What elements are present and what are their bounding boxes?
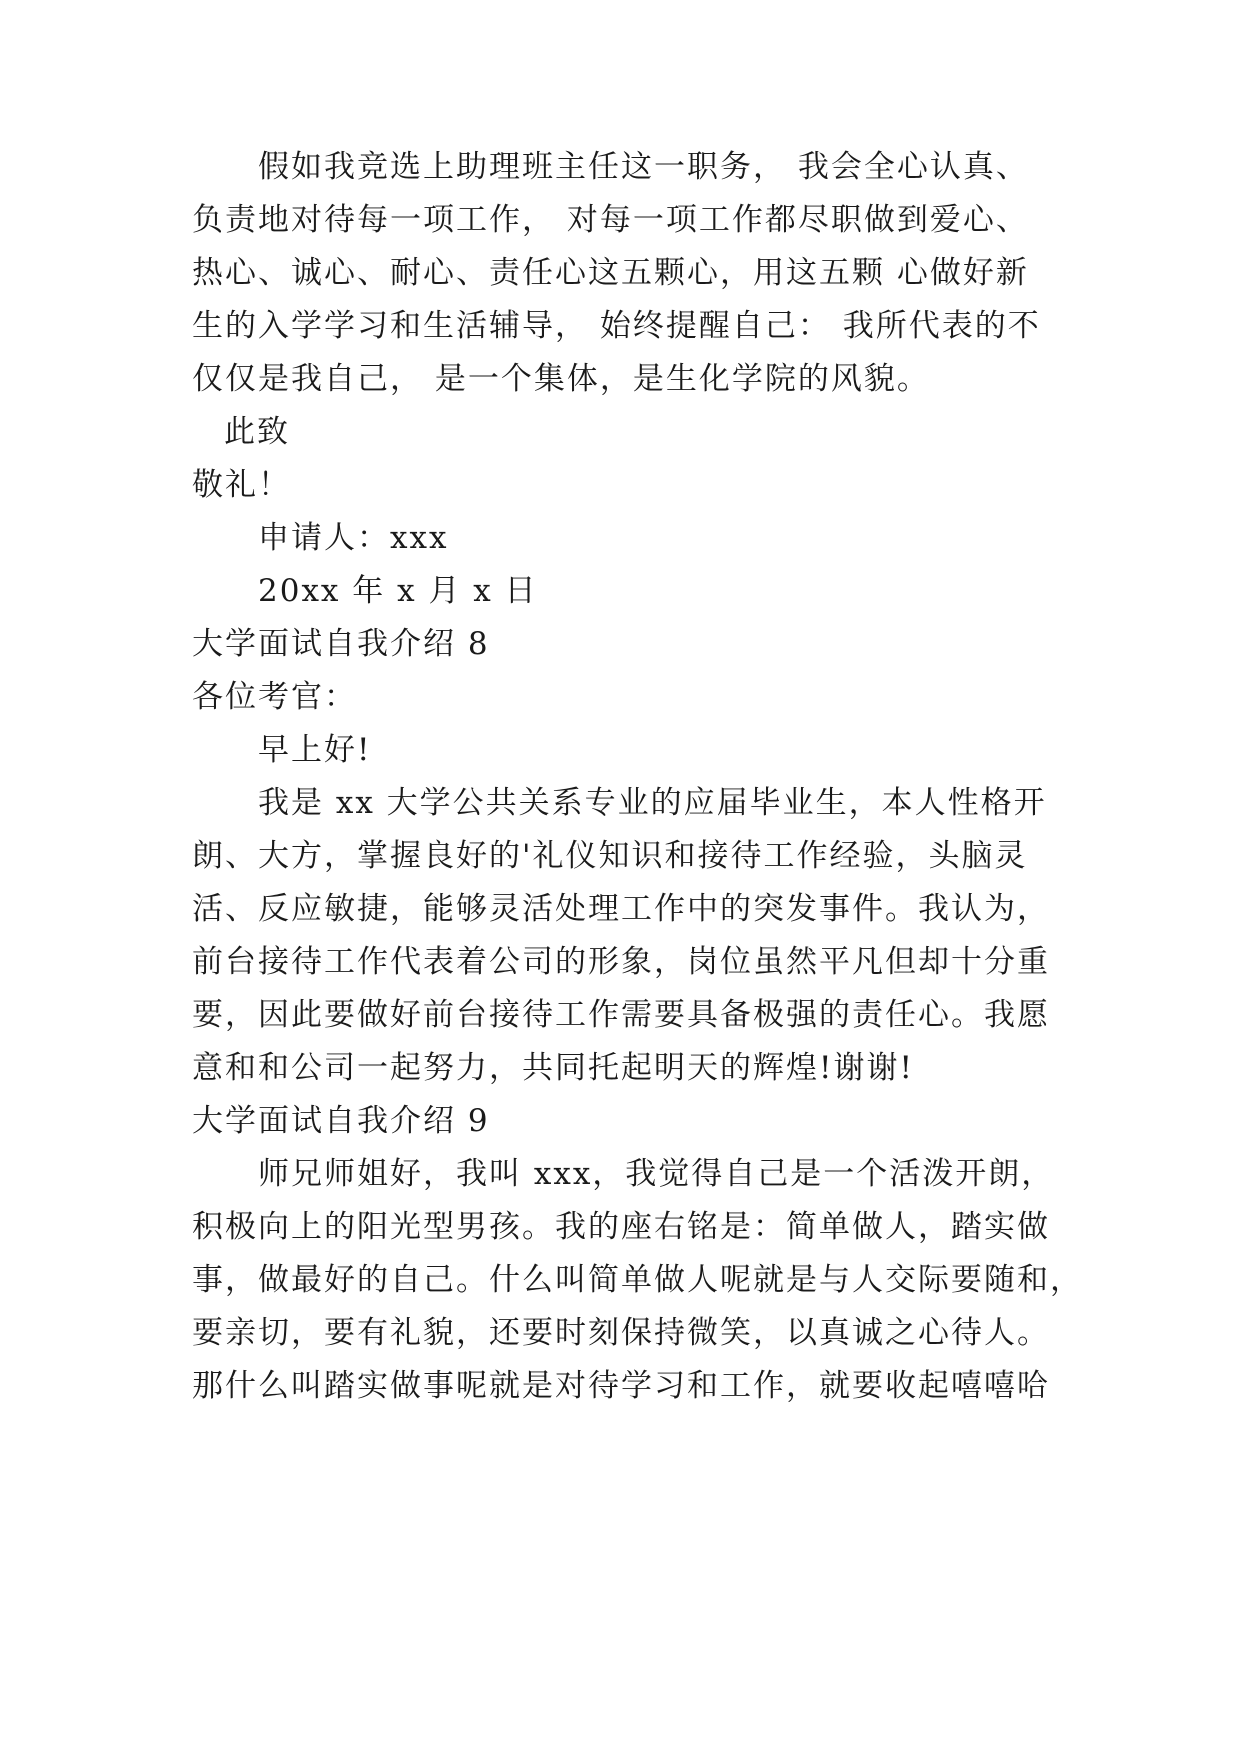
applicant-signature: 申请人：xxx (258, 520, 449, 556)
text-line: 前台接待工作代表着公司的形象，岗位虽然平凡但却十分重 (192, 944, 1050, 980)
text-line: 活、反应敏捷，能够灵活处理工作中的突发事件。我认为， (192, 891, 1050, 927)
text-line: 负责地对待每一项工作， 对每一项工作都尽职做到爱心、 (192, 202, 1029, 238)
greeting-line: 早上好! (258, 732, 372, 768)
text-line: 热心、诚心、耐心、责任心这五颗心，用这五颗 心做好新 (192, 255, 1029, 291)
text-line: 我是 xx 大学公共关系专业的应届毕业生，本人性格开 (258, 785, 1047, 821)
text-line: 要亲切，要有礼貌，还要时刻保持微笑，以真诚之心待人。 (192, 1315, 1050, 1351)
text-line: 意和和公司一起努力，共同托起明天的辉煌!谢谢! (192, 1050, 914, 1086)
greeting-line: 各位考官： (192, 679, 357, 715)
date-line: 20xx 年 x 月 x 日 (258, 573, 538, 609)
section-heading: 大学面试自我介绍 8 (192, 626, 490, 662)
closing-salutation: 此致 (224, 414, 290, 450)
section-heading: 大学面试自我介绍 9 (192, 1103, 490, 1139)
text-line: 生的入学学习和生活辅导， 始终提醒自己： 我所代表的不 (192, 308, 1041, 344)
text-line: 要，因此要做好前台接待工作需要具备极强的责任心。我愿 (192, 997, 1050, 1033)
text-line: 那什么叫踏实做事呢就是对待学习和工作，就要收起嘻嘻哈 (192, 1368, 1050, 1404)
text-line: 积极向上的阳光型男孩。我的座右铭是：简单做人，踏实做 (192, 1209, 1050, 1245)
closing-respect: 敬礼！ (192, 467, 291, 503)
text-line: 事，做最好的自己。什么叫简单做人呢就是与人交际要随和， (192, 1262, 1083, 1298)
text-line: 师兄师姐好，我叫 xxx，我觉得自己是一个活泼开朗， (258, 1156, 1055, 1192)
text-line: 假如我竞选上助理班主任这一职务， 我会全心认真、 (258, 149, 1029, 185)
text-line: 朗、大方，掌握良好的'礼仪知识和接待工作经验，头脑灵 (192, 838, 1028, 874)
text-line: 仅仅是我自己， 是一个集体，是生化学院的风貌。 (192, 361, 930, 397)
